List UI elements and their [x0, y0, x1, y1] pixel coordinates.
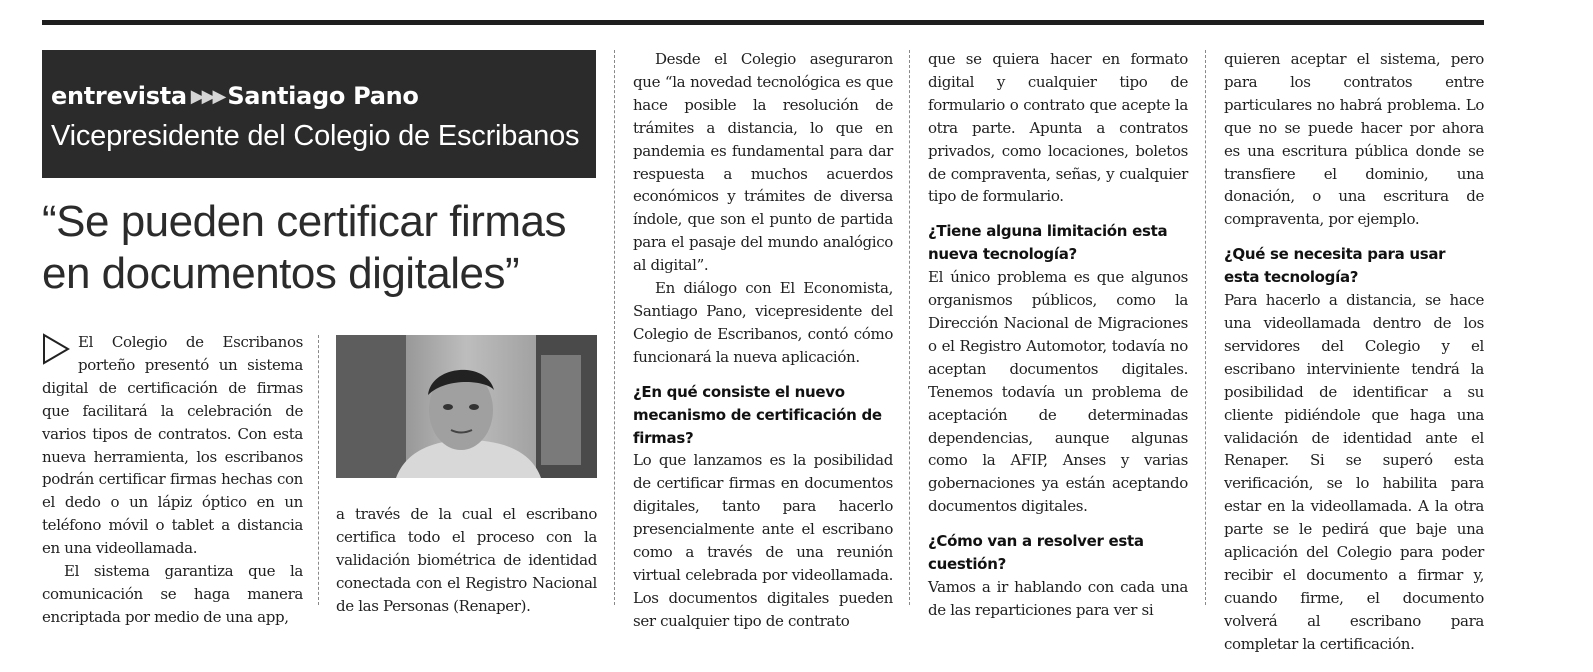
article-column-4 [928, 48, 1188, 622]
article-paragraph: a través de la cual el escribano certifica todo el proceso con la validación biométrica de identidad conectada con el Registro Nacional de las Personas (Renaper). [336, 505, 597, 615]
article-paragraph: El Colegio de Escribanos porteño presentó un sistema digital de certificación de firmas que facilitará la celebración de varios tipos de contratos. Con esta nueva herramienta, los escribanos podrán certificar firmas hechas con el dedo o un lápiz óptico en un teléfono móvil o tablet a distancia en una videollamada. [42, 333, 303, 558]
interview-question: ¿En qué consiste el nuevo mecanismo de certificación de firmas? [633, 382, 882, 447]
column-divider [318, 335, 319, 605]
drop-cap-triangle-icon [42, 333, 70, 365]
article-paragraph: El sistema garantiza que la comunicación se haga manera encriptada por medio de una app, [42, 562, 303, 626]
interview-answer: que se quiera hacer en formato digital y cualquier tipo de formulario o contrato que acepte la otra parte. Apunta a contratos privados, como locaciones, boletos de compraventa, señas, y cualquier tipo de formulario. [928, 50, 1188, 206]
column-divider [614, 50, 615, 605]
interview-answer: Para hacerlo a distancia, se hace una videollamada dentro de los servidores del Colegio y el escribano interviniente tendrá la posibilidad de identificar a su cliente pidiéndole que haga una validación de identidad ante el Renaper. Si se superó esta verificación, se lo habilita para estar en la videollamada. A la otra parte se le pedirá que baje una aplicación del Colegio para poder recibir el documento a firmar y, cuando firme, el documento volverá al escribano para completar la certificación. [1224, 291, 1484, 653]
article-column-2 [336, 503, 597, 618]
article-column-5 [1224, 48, 1484, 656]
column-divider [1205, 50, 1206, 605]
interviewee-role: Vicepresidente del Colegio de Escribanos [51, 120, 580, 152]
interview-question: ¿Cómo van a resolver esta cuestión? [928, 532, 1144, 574]
article-paragraph: En diálogo con El Economista, Santiago Pano, vicepresidente del Colegio de Escribanos, contó cómo funcionará la nueva aplicación. [633, 279, 893, 366]
interview-kicker [51, 82, 419, 110]
column-divider [909, 50, 910, 605]
interview-answer: Lo que lanzamos es la posibilidad de certificar firmas en documentos digitales, tanto para hacerlo presencialmente ante el escribano como a través de una reunión virtual celebrada por videollamada. Los documentos digitales pueden ser cualquier tipo de contrato [633, 451, 893, 630]
interview-answer: El único problema es que algunos organismos públicos, como la Dirección Nacional de Migraciones o el Registro Automotor, todavía no aceptan documentos digitales. Tenemos todavía un problema de aceptación de determinadas dependencias, aunque algunas como la AFIP, Anses y varias gobernaciones ya están aceptando documentos digitales. [928, 268, 1188, 516]
triple-arrow-icon: ▶▶▶ [190, 86, 224, 107]
interviewee-name: Santiago Pano [227, 82, 419, 110]
interview-question: ¿Qué se necesita para usar esta tecnología? [1224, 245, 1446, 287]
portrait-photo [336, 335, 597, 478]
pull-quote-headline: “Se pueden certificar firmas en documentos digitales” [42, 197, 566, 298]
interview-answer: quieren aceptar el sistema, pero para los contratos entre particulares no habrá problema. Lo que no se puede hacer por ahora es una escritura pública donde se transfiere el dominio, una donación, o una escritura de compraventa, por ejemplo. [1224, 50, 1484, 229]
article-paragraph: Desde el Colegio aseguraron que “la novedad tecnológica es que hace posible la resolución de trámites a distancia, lo que en pandemia es fundamental para dar respuesta a muchos acuerdos económicos y trámites de diversa índole, que son el punto de partida para el pasaje del mundo analógico al digital”. [633, 50, 893, 275]
top-rule [42, 20, 1484, 25]
kicker-label: entrevista [51, 82, 187, 110]
interview-header [42, 50, 596, 178]
interview-question: ¿Tiene alguna limitación esta nueva tecnología? [928, 222, 1168, 264]
article-column-3 [633, 48, 893, 633]
interview-answer: Vamos a ir hablando con cada una de las reparticiones para ver si [928, 577, 1188, 619]
article-column-1 [42, 331, 303, 629]
